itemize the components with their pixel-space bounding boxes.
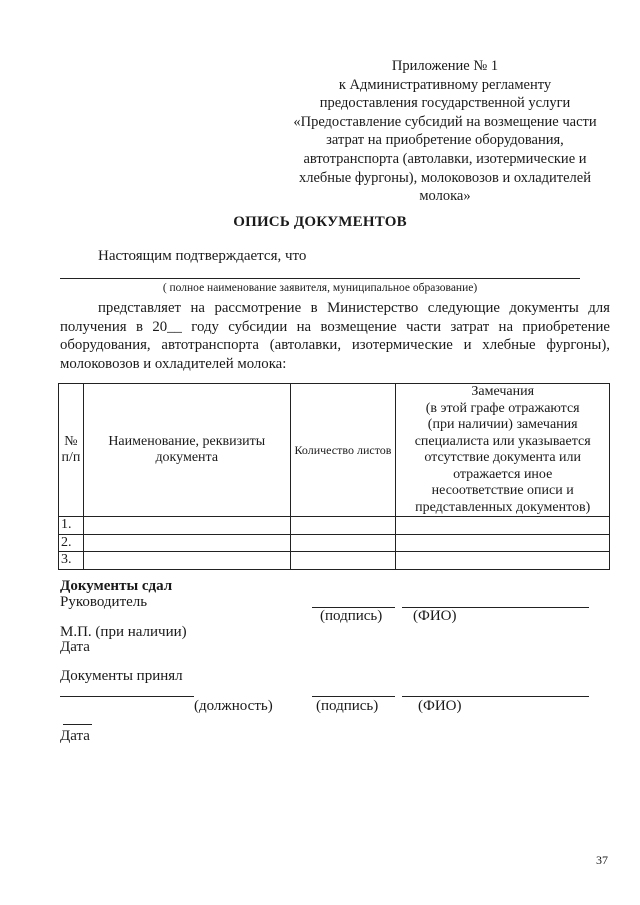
- header-number-line1: №: [64, 433, 78, 449]
- remarks-line: (при наличии) замечания: [427, 417, 578, 432]
- remarks-line: специалиста или указывается: [414, 433, 591, 449]
- intro-paragraph: представляет на рассмотрение в Министерство следующие документы для получения в 20__ году субсидии на возмещение части затрат на приобретение оборудования, автотранспорта (автолавки, изотермические и хлебные фургоны), молоковозов и охладителей молока:: [60, 300, 610, 372]
- table-row: [59, 534, 610, 552]
- received-heading: Документы принял: [60, 668, 183, 684]
- received-signature-label: (подпись): [316, 698, 379, 714]
- received-position-line[interactable]: [60, 696, 194, 697]
- remarks-line: отражается иное: [453, 466, 553, 482]
- header-remarks: [396, 384, 610, 517]
- remarks-line: представленных документов): [415, 499, 591, 515]
- position-label: (должность): [194, 698, 273, 714]
- header-number: [59, 384, 84, 517]
- row-remarks-cell[interactable]: [396, 552, 610, 570]
- appendix-line: затрат на приобретение оборудования,: [326, 132, 564, 149]
- table-row: [59, 517, 610, 535]
- row-name-cell[interactable]: [83, 534, 290, 552]
- row-name-cell[interactable]: [83, 517, 290, 535]
- handed-date-label: Дата: [60, 639, 90, 655]
- header-number-line2: п/п: [61, 450, 81, 465]
- row-remarks-cell[interactable]: [396, 534, 610, 552]
- header-name-text: Наименование, реквизиты документа: [108, 433, 266, 465]
- row-number: 2.: [59, 534, 84, 552]
- appendix-line: к Административному регламенту: [338, 76, 552, 93]
- received-signature-line[interactable]: [312, 696, 395, 697]
- row-count-cell[interactable]: [290, 517, 396, 535]
- appendix-line: предоставления государственной услуги: [319, 95, 571, 112]
- row-count-cell[interactable]: [290, 552, 396, 570]
- row-number: 1.: [59, 517, 84, 535]
- applicant-name-line[interactable]: [60, 278, 580, 279]
- appendix-line: хлебные фургоны), молоковозов и охладителей: [299, 169, 591, 186]
- remarks-line: отсутствие документа или: [424, 450, 582, 465]
- page-number: 37: [596, 853, 608, 867]
- received-date-label: Дата: [60, 728, 90, 744]
- appendix-line: «Предоставление субсидий на возмещение части: [293, 113, 597, 130]
- header-name: [83, 384, 290, 517]
- header-count-text: Количество листов: [294, 442, 392, 457]
- row-count-cell[interactable]: [290, 534, 396, 552]
- appendix-header: [285, 57, 605, 206]
- received-fio-label: (ФИО): [418, 698, 462, 714]
- remarks-line: несоответствие описи и: [431, 483, 574, 498]
- appendix-line: Приложение № 1: [391, 58, 499, 74]
- seal-label: М.П. (при наличии): [60, 624, 187, 640]
- head-label: Руководитель: [60, 594, 148, 610]
- remarks-line: (в этой графе отражаются: [425, 400, 580, 416]
- header-count: [290, 384, 396, 517]
- appendix-line: автотранспорта (автолавки, изотермические и: [303, 150, 587, 167]
- table-row: [59, 552, 610, 570]
- appendix-line: молока»: [419, 188, 471, 205]
- confirm-text: Настоящим подтверждается, что: [98, 248, 307, 264]
- handed-heading: Документы сдал: [60, 578, 173, 594]
- applicant-caption: ( полное наименование заявителя, муниципальное образование): [162, 282, 478, 294]
- received-date-line[interactable]: [63, 724, 92, 725]
- row-number: 3.: [59, 552, 84, 570]
- received-fio-line[interactable]: [402, 696, 589, 697]
- document-title: ОПИСЬ ДОКУМЕНТОВ: [233, 214, 407, 230]
- documents-table: [58, 383, 610, 570]
- row-name-cell[interactable]: [83, 552, 290, 570]
- remarks-line: Замечания: [471, 384, 535, 399]
- table-header-row: [59, 384, 610, 517]
- row-remarks-cell[interactable]: [396, 517, 610, 535]
- handed-signature-label: (подпись): [320, 608, 383, 624]
- handed-fio-label: (ФИО): [413, 608, 457, 624]
